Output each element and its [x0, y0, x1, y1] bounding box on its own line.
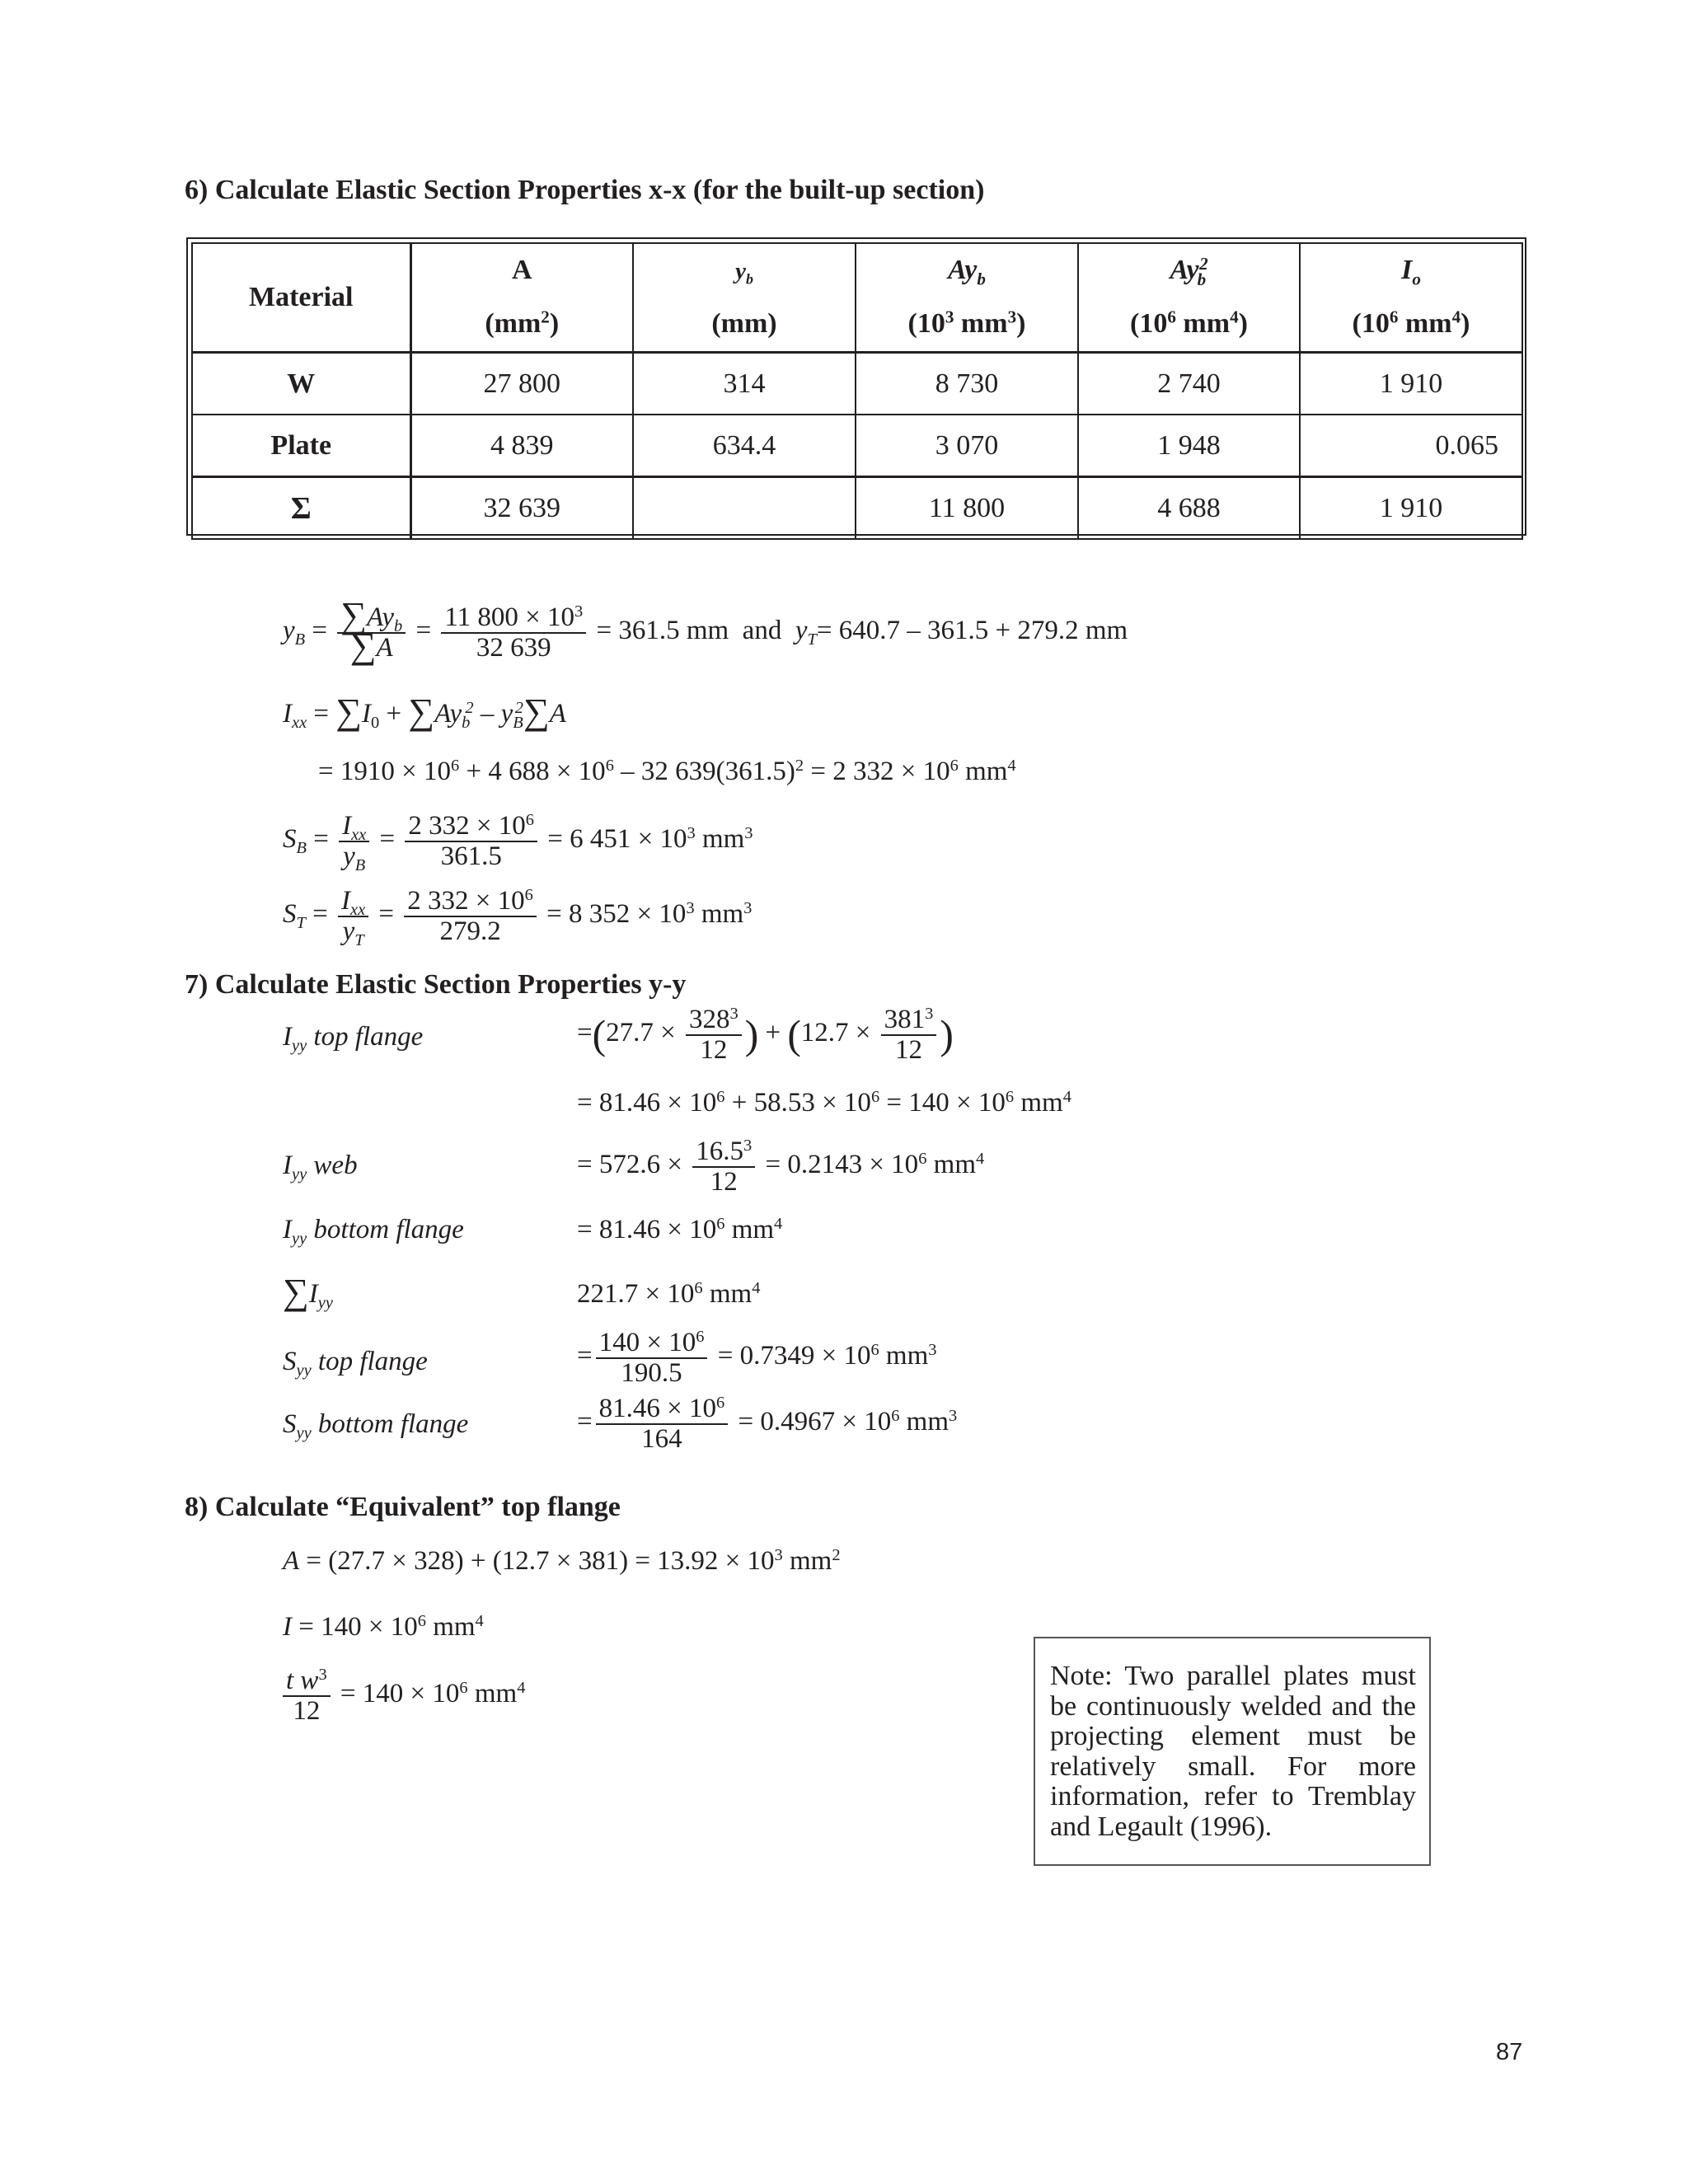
- cell-ayb2: 1 948: [1078, 415, 1300, 477]
- section-7-heading: 7) Calculate Elastic Section Properties y-y: [185, 969, 687, 1000]
- eq-tw3: $\frac{t w^3}{12}$ = $140 \times 10^6$ $mm^4$: [283, 1666, 525, 1725]
- cell-yb: 314: [633, 353, 856, 415]
- eq-iyy-top-flange-result: = $81.46 \times 10^6 + 58.53 \times 10^6 = 140 \times 10^6$ $mm^4$: [577, 1087, 1071, 1118]
- cell-io: 1 910: [1300, 353, 1522, 415]
- cell-area: 32 639: [410, 477, 633, 540]
- eq-equivalent-inertia: $I = 140 \times 10^6$ $mm^4$: [283, 1611, 484, 1642]
- eq-ixx-symbolic: $I_{xx} = \sum I_0 + \sum Ay_b^2 - y_B^2\sum A$: [283, 691, 566, 733]
- header-material: Material: [192, 243, 410, 353]
- header-yb: $y_b$ (mm): [633, 243, 856, 353]
- cell-yb: 634.4: [633, 415, 856, 477]
- table-row: [192, 353, 1522, 415]
- cell-area: 4 839: [410, 415, 633, 477]
- section-properties-table: [191, 242, 1523, 540]
- syy-top-flange-label: $S_{yy}$ top flange: [283, 1347, 428, 1380]
- cell-ayb2: 4 688: [1078, 477, 1300, 540]
- eq-yb: $y_B$ = $\frac{\sum Ay_b}{\sum A}$ = $\frac{11 800 \times 10^3}{32 639}$ = 361.5 mm and $y_T= 640.7 - 361.5 + 279.2$ mm: [283, 594, 1128, 666]
- cell-ayb2: 2 740: [1078, 353, 1300, 415]
- eq-equivalent-area: $A = (27.7 \times 328) + (12.7 \times 381) = 13.92 \times 10^3$ $mm^2$: [283, 1545, 841, 1576]
- note-box: Note: Two parallel plates must be continuously welded and the projecting element must be relatively small. For more information, refer to Tremblay and Legault (1996).: [1034, 1637, 1431, 1866]
- cell-sum-symbol: Σ: [192, 477, 410, 540]
- eq-ixx-numeric: = $1910 \times 10^6 + 4$ $688 \times 10^6 - 32$ $639(361.5)^2 = 2$ $332 \times 10^6$ $mm^4$: [318, 756, 1016, 786]
- header-area: A $(mm^2)$: [410, 243, 633, 353]
- eq-syy-bottom-flange: = $\frac{81.46 \times 10^6}{164}$ = $0.4967 \times 10^6$ $mm^3$: [577, 1393, 958, 1454]
- cell-io: 0.065: [1300, 415, 1522, 477]
- header-io: $I_o$ ($10^6$ $mm^4$): [1300, 243, 1522, 353]
- cell-material: W: [192, 353, 410, 415]
- eq-st: $S_T$ = $\frac{I_{xx}}{y_T}$ = $\frac{2 332 \times 10^6}{279.2}$ = 8 $352 \times 10^3$ $mm^3$: [283, 885, 753, 949]
- eq-iyy-bottom-flange: = $81.46 \times 10^6$ $mm^4$: [577, 1214, 783, 1244]
- header-ayb: $Ay_b$ ($10^3$ $mm^3$): [856, 243, 1078, 353]
- section-8-heading: 8) Calculate “Equivalent” top flange: [185, 1492, 621, 1522]
- table-header-row: [192, 243, 1522, 353]
- cell-ayb: 8 730: [856, 353, 1078, 415]
- syy-bottom-flange-label: $S_{yy}$ bottom flange: [283, 1409, 469, 1443]
- iyy-web-label: $I_{yy}$ web: [283, 1151, 358, 1184]
- cell-yb: [633, 477, 856, 540]
- iyy-top-flange-label: $I_{yy}$ top flange: [283, 1022, 424, 1056]
- eq-iyy-web: = 572.6 × $\frac{16.5^3}{12}$ = $0.2143 \times 10^6$ $mm^4$: [577, 1136, 985, 1197]
- eq-sum-iyy: $221.7 \times 10^6$ $mm^4$: [577, 1278, 761, 1309]
- eq-syy-top-flange: = $\frac{140 \times 10^6}{190.5}$ = $0.7349 \times 10^6$ $mm^3$: [577, 1327, 937, 1388]
- cell-io: 1 910: [1300, 477, 1522, 540]
- cell-area: 27 800: [410, 353, 633, 415]
- table-row-sum: [192, 477, 1522, 540]
- cell-ayb: 11 800: [856, 477, 1078, 540]
- cell-material: Plate: [192, 415, 410, 477]
- header-ayb2: $Ay_b^2$ ($10^6$ $mm^4$): [1078, 243, 1300, 353]
- cell-ayb: 3 070: [856, 415, 1078, 477]
- sum-iyy-label: $\sum I_{yy}$: [283, 1271, 333, 1313]
- eq-iyy-top-flange: =(27.7 × $\frac{328^3}{12}$ ) + (12.7 × $\frac{381^3}{12}$ ): [577, 1004, 954, 1065]
- page-number: 87: [1496, 2039, 1523, 2065]
- table-row: [192, 415, 1522, 477]
- eq-sb: $S_B$ = $\frac{I_{xx}}{y_B}$ = $\frac{2 332 \times 10^6}{361.5}$ = 6 $451 \times 10^3$ $mm^3$: [283, 810, 753, 874]
- section-6-heading: 6) Calculate Elastic Section Properties x-x (for the built-up section): [185, 175, 985, 205]
- iyy-bottom-flange-label: $I_{yy}$ bottom flange: [283, 1215, 464, 1249]
